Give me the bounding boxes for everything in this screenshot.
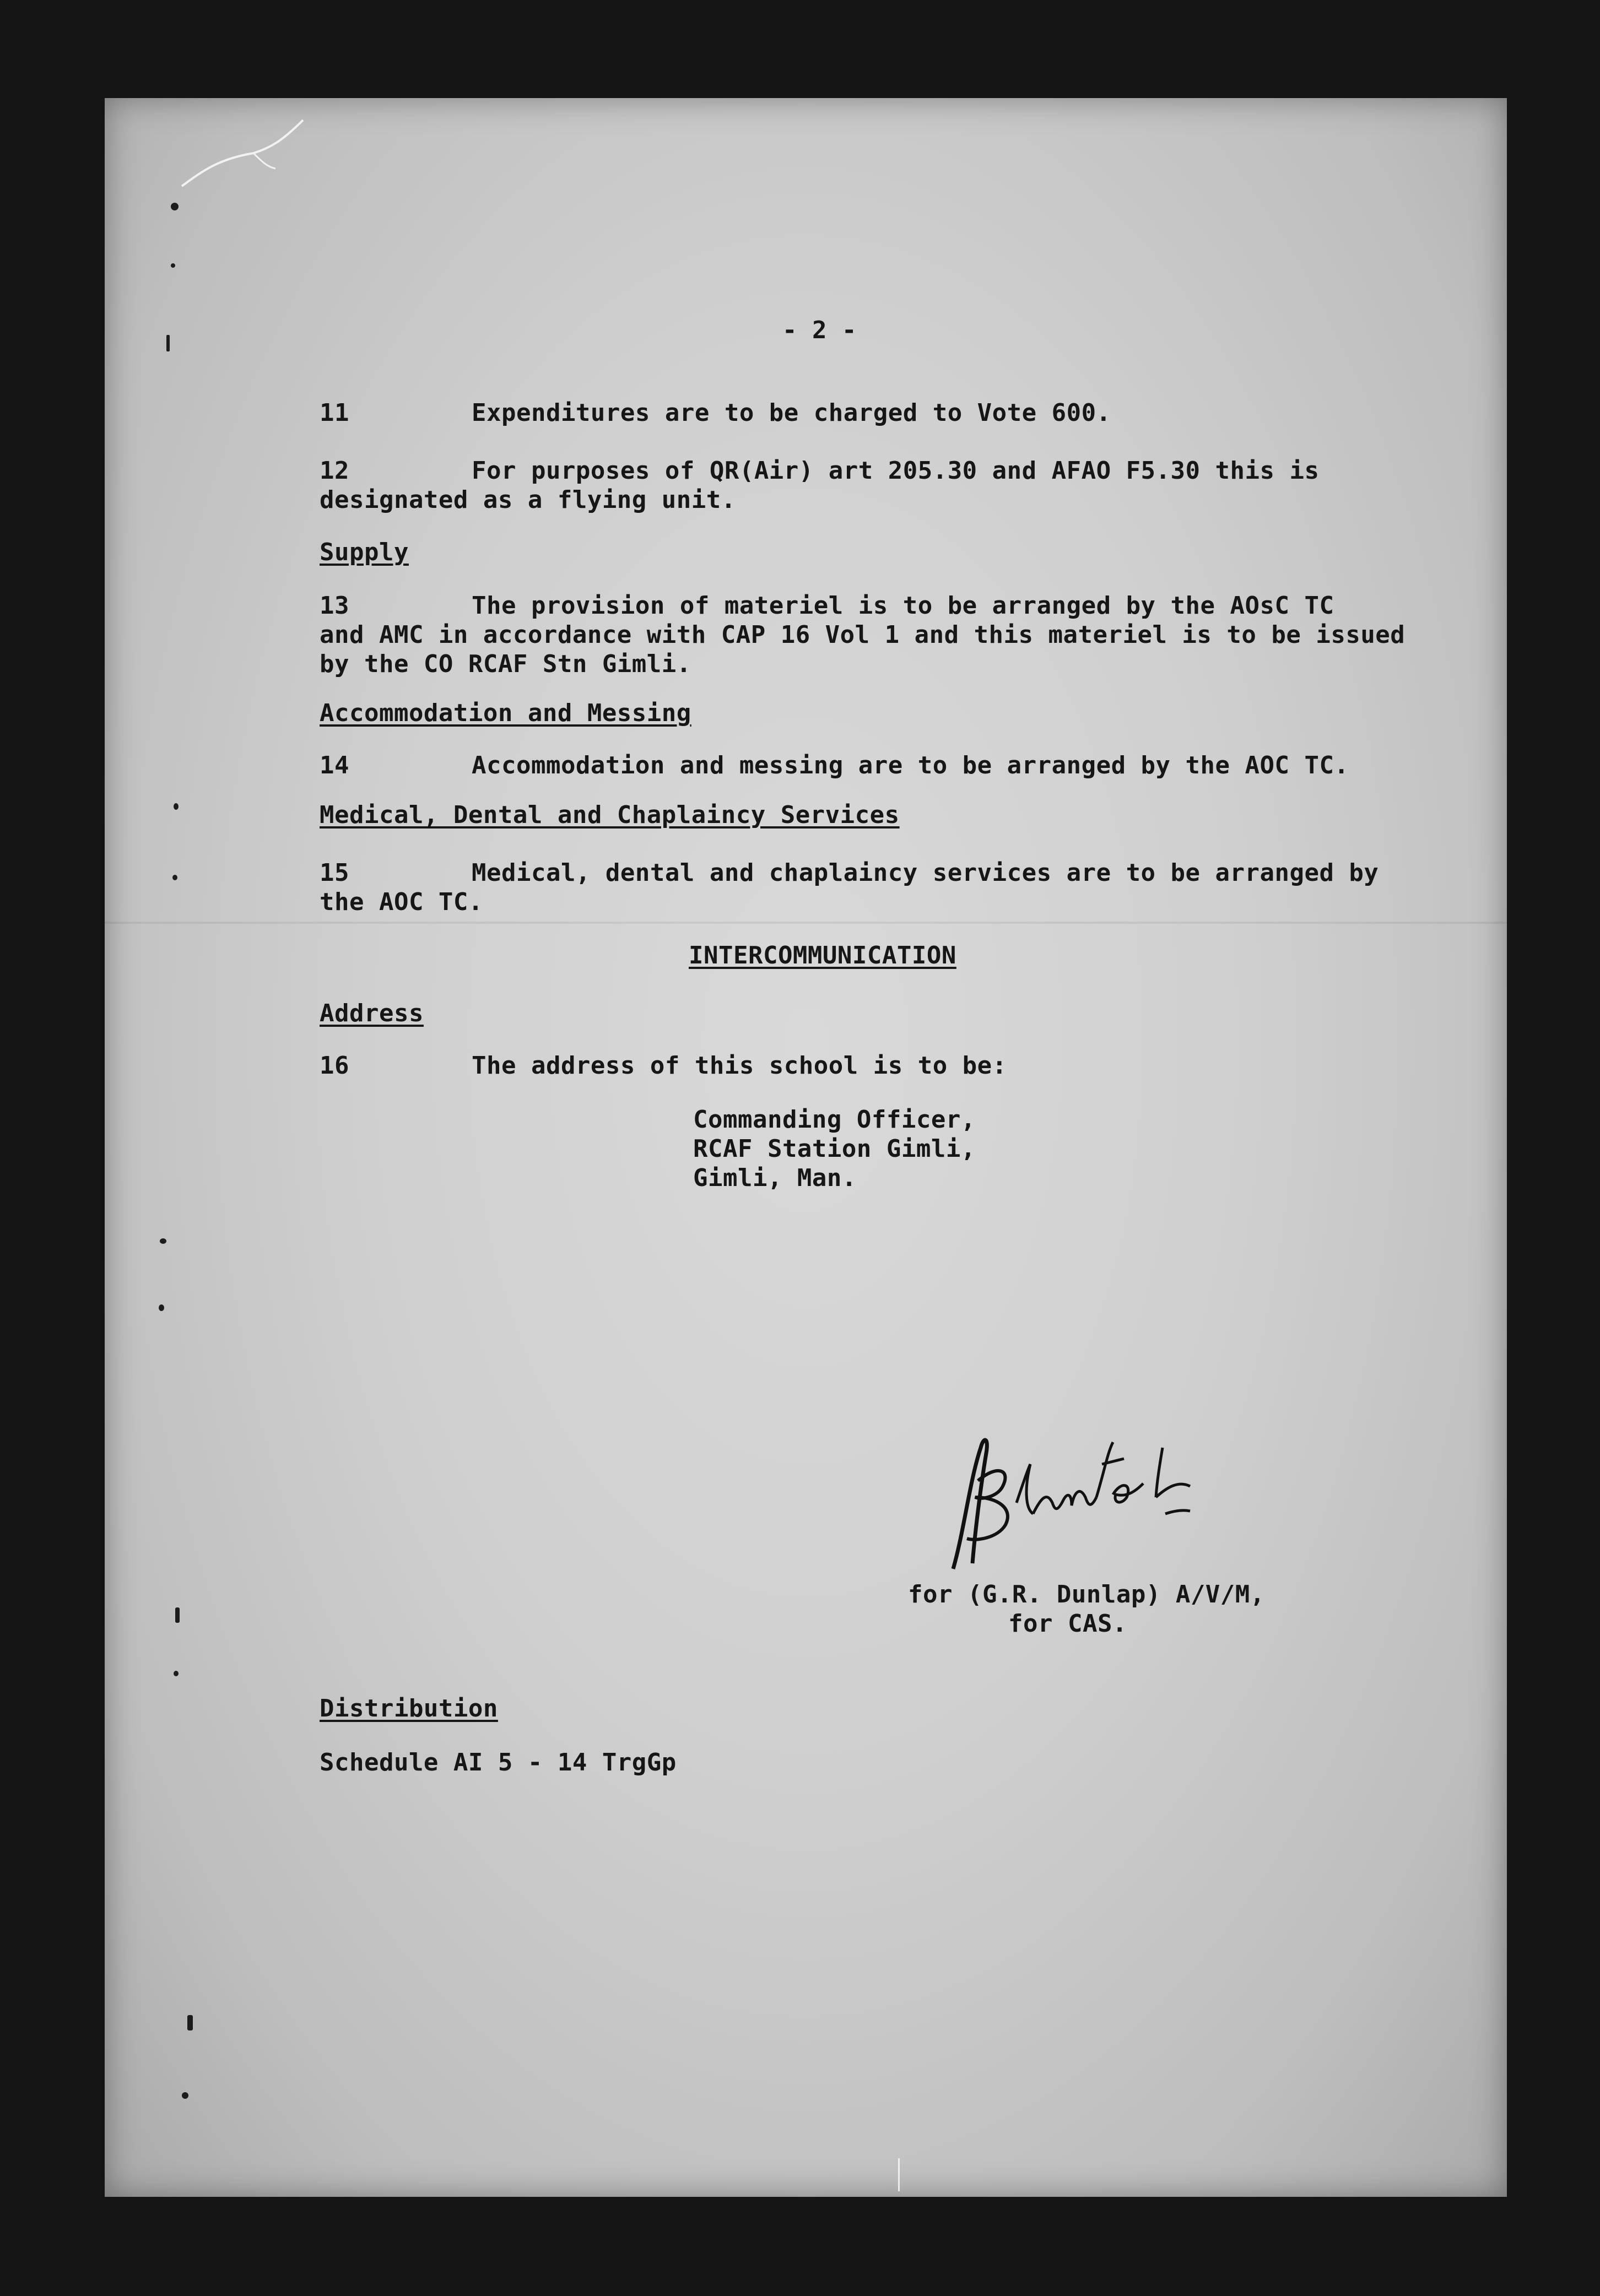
paragraph-number-15: 15: [320, 859, 349, 887]
heading-medical: Medical, Dental and Chaplaincy Services: [320, 801, 900, 829]
paragraph-number-16: 16: [320, 1052, 349, 1080]
paragraph-number-12: 12: [320, 457, 349, 485]
heading-accommodation: Accommodation and Messing: [320, 699, 691, 727]
paragraph-13-line-2: and AMC in accordance with CAP 16 Vol 1 and this materiel is to be issued: [320, 621, 1406, 649]
address-line-2: RCAF Station Gimli,: [693, 1135, 976, 1163]
paragraph-number-14: 14: [320, 751, 349, 779]
heading-address: Address: [320, 999, 424, 1027]
scratch-mark: [898, 2158, 900, 2191]
handwritten-signature: [915, 1404, 1223, 1591]
margin-speck: [160, 1238, 166, 1244]
signature-line-2: for CAS.: [1008, 1610, 1127, 1638]
page-number: - 2 -: [782, 316, 857, 344]
paragraph-15-line-2: the AOC TC.: [320, 888, 483, 916]
distribution-text: Schedule AI 5 - 14 TrgGp: [320, 1748, 677, 1777]
margin-speck: [187, 2015, 193, 2030]
heading-intercommunication: INTERCOMMUNICATION: [689, 941, 956, 970]
margin-speck: [171, 263, 175, 268]
paragraph-12-line-1: For purposes of QR(Air) art 205.30 and AFAO F5.30 this is: [472, 457, 1320, 485]
paragraph-13-line-1: The provision of materiel is to be arranged by the AOsC TC: [472, 592, 1334, 620]
handwritten-tick-mark: [171, 109, 314, 197]
margin-speck: [175, 1607, 180, 1623]
paragraph-13-line-3: by the CO RCAF Stn Gimli.: [320, 650, 691, 678]
document-page: [105, 98, 1507, 2197]
heading-supply: Supply: [320, 538, 409, 566]
paragraph-14-text: Accommodation and messing are to be arranged by the AOC TC.: [472, 751, 1349, 779]
margin-speck: [166, 335, 170, 351]
address-line-3: Gimli, Man.: [693, 1164, 857, 1192]
address-line-1: Commanding Officer,: [693, 1106, 976, 1134]
paragraph-16-text: The address of this school is to be:: [472, 1052, 1007, 1080]
paragraph-15-line-1: Medical, dental and chaplaincy services are to be arranged by: [472, 859, 1379, 887]
punch-speck: [171, 203, 179, 210]
margin-speck: [182, 2092, 188, 2099]
heading-distribution: Distribution: [320, 1694, 498, 1723]
paragraph-number-11: 11: [320, 399, 349, 427]
margin-speck: [172, 875, 177, 880]
page-fold-line: [105, 922, 1507, 924]
paragraph-number-13: 13: [320, 592, 349, 620]
margin-speck: [174, 803, 179, 810]
signature-line-1: for (G.R. Dunlap) A/V/M,: [908, 1580, 1265, 1609]
margin-speck: [174, 1671, 179, 1676]
paragraph-12-line-2: designated as a flying unit.: [320, 486, 736, 514]
paragraph-11-text: Expenditures are to be charged to Vote 600.: [472, 399, 1111, 427]
margin-speck: [159, 1304, 164, 1311]
